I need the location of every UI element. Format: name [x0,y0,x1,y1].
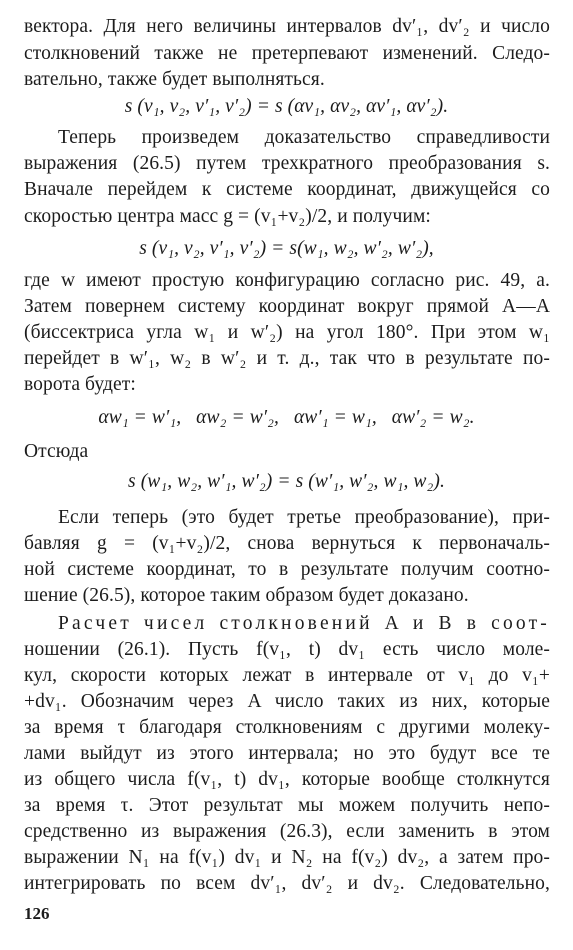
text-line: ной системе координат, то в результате получим соотно- [24,559,550,580]
page-number: 126 [24,904,50,923]
text-line: выражении N₁ на f(v₁) dv₁ и N₂ на f(v₂) dv₂, а затем про- [24,847,550,868]
text-line: интегрировать по всем dv′₁, dv′₂ и dv₂. Следовательно, [24,873,550,894]
text-line: за время τ. Этот результат мы можем получить непо- [24,795,550,816]
text-line: Отсюда [24,441,89,462]
text-line: из общего числа f(v₁, t) dv₁, которые вообще столкнутся [24,769,550,790]
text-line: +dv₁. Обозначим через A число таких из них, которые [24,691,550,712]
text-line: выражения (26.5) путем трехкратного преобразования s. [24,153,550,174]
formula: s (w₁, w₂, w′₁, w′₂) = s (w′₁, w′₂, w₁, w₂). [128,471,445,492]
text-line: ношении (26.1). Пусть f(v₁, t) dv₁ есть число моле- [24,639,550,660]
text-line: вательно, также будет выполняться. [24,69,325,90]
text-line: перейдет в w′₁, w₂ в w′₂ и т. д., так что в результате по- [24,348,550,369]
text-line: столкновений также не претерпевают изменений. Следо- [24,43,550,64]
formula: s (v₁, v₂, v′₁, v′₂) = s(w₁, w₂, w′₂, w′₂), [139,238,434,259]
text-line: лами выйдут из этого интервала; но это будут все те [24,743,550,764]
text-line: (биссектриса угла w₁ и w′₂) на угол 180°. При этом w₁ [24,322,550,343]
text-line: средственно из выражения (26.3), если заменить в этом [24,821,550,842]
formula: αw₁ = w′₁, αw₂ = w′₂, αw′₁ = w₁, αw′₂ = w₂. [98,407,475,428]
text-line: Затем повернем систему координат вокруг прямой A—A [24,296,550,317]
text-line: где w имеют простую конфигурацию согласно рис. 49, a. [24,270,550,291]
text-line: за время τ благодаря столкновениям с другими молеку- [24,717,550,738]
text-line: Теперь произведем доказательство справедливости [58,127,550,148]
text-line: Если теперь (это будет третье преобразование), при- [58,507,550,528]
text-line: скоростью центра масс g = (v₁+v₂)/2, и получим: [24,206,431,227]
text-line: вектора. Для него величины интервалов dv′₁, dv′₂ и число [24,16,550,37]
text-line: бавляя g = (v₁+v₂)/2, снова вернуться к первоначаль- [24,533,550,554]
formula: s (v₁, v₂, v′₁, v′₂) = s (αv₁, αv₂, αv′₁, αv′₂). [124,96,449,117]
section-heading: Расчет чисел столкновений A и B в соот- [58,613,550,634]
text-line: шение (26.5), которое таким образом будет доказано. [24,585,469,606]
text-line: кул, скорости которых лежат в интервале от v₁ до v₁+ [24,665,550,686]
text-line: ворота будет: [24,374,136,395]
text-line: Вначале перейдем к системе координат, движущейся со [24,179,550,200]
